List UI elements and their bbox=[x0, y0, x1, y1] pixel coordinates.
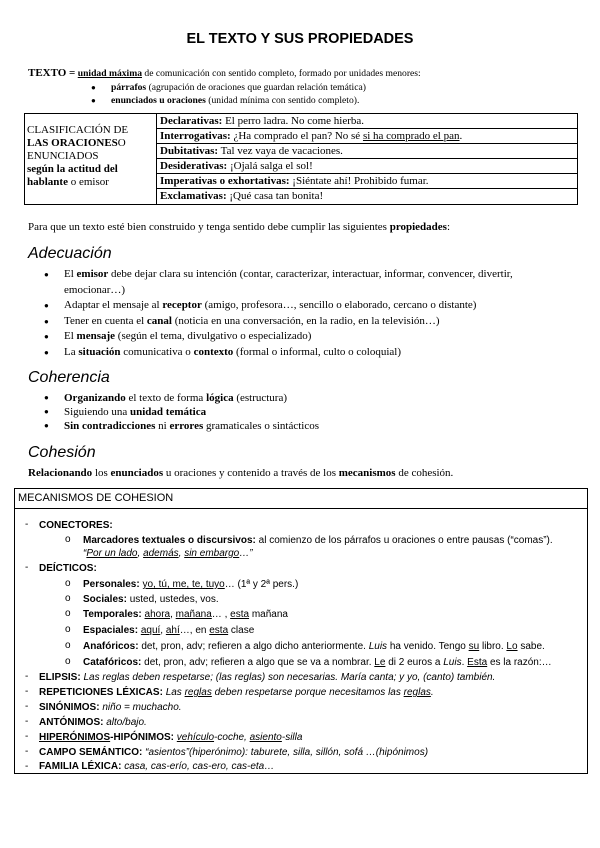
item-bold: errores bbox=[169, 420, 204, 432]
item-text: emocionar…) bbox=[64, 283, 126, 296]
circle-marker: o bbox=[65, 608, 71, 619]
personales-line bbox=[83, 578, 298, 591]
example-underlined: Lo bbox=[506, 641, 518, 652]
item-text: El bbox=[64, 330, 77, 342]
coherencia-heading: Coherencia bbox=[28, 369, 110, 386]
familia-line bbox=[39, 760, 274, 773]
list-item bbox=[44, 345, 513, 361]
table-row bbox=[157, 129, 577, 144]
antonimos-text: alto/bajo. bbox=[106, 717, 147, 728]
marcadores-line bbox=[83, 534, 553, 547]
list-item bbox=[44, 391, 319, 405]
item-text: (amigo, profesora…, sencillo o elaborado, cercano o distante) bbox=[201, 299, 477, 311]
adecuacion-heading: Adecuación bbox=[28, 245, 112, 262]
texto-definition-rest: de comunicación con sentido completo, formado por unidades menores: bbox=[144, 68, 421, 79]
example-underlined: reglas bbox=[403, 687, 431, 698]
item-bold: Sin contradicciones bbox=[64, 420, 156, 432]
cataforicos-example: Luis bbox=[443, 657, 462, 668]
espaciales-tail: clase bbox=[228, 625, 255, 636]
list-item bbox=[91, 81, 366, 94]
elipsis-line bbox=[39, 671, 495, 684]
item-bold: canal bbox=[146, 314, 172, 327]
anaforicos-text: ha venido. Tengo bbox=[387, 641, 469, 652]
example-underlined: además bbox=[143, 548, 179, 559]
bullet-bold: párrafos bbox=[111, 82, 147, 93]
item-text: Adaptar el mensaje al bbox=[64, 299, 163, 311]
temporales-mid: … , bbox=[211, 609, 231, 620]
dash-marker: - bbox=[25, 701, 29, 712]
campo-text: “asientos”(hiperónimo): taburete, silla, sillón, sofá …(hipónimos) bbox=[145, 747, 429, 758]
item-bold: Organizando bbox=[64, 392, 126, 404]
elipsis-text: Las reglas deben respetarse; (las reglas) son necesarias. María canta; y yo, (canto) también. bbox=[83, 672, 496, 683]
circle-marker: o bbox=[65, 656, 71, 667]
example-underlined: Esta bbox=[467, 657, 488, 668]
cohesion-bold: Relacionando bbox=[28, 467, 93, 479]
row-example: Tal vez vaya de vacaciones. bbox=[220, 145, 343, 157]
dash-marker: - bbox=[25, 671, 29, 682]
classification-text: O bbox=[117, 137, 126, 149]
campo-label: CAMPO SEMÁNTICO: bbox=[39, 747, 143, 758]
circle-marker: o bbox=[65, 640, 71, 651]
cohesion-text: u oraciones y contenido a través de los bbox=[163, 467, 339, 479]
classification-table bbox=[24, 113, 578, 205]
list-item bbox=[44, 405, 319, 419]
familia-label: FAMILIA LÉXICA: bbox=[39, 761, 122, 772]
espaciales-label: Espaciales: bbox=[83, 625, 139, 636]
bullet-text: (unidad mínima con sentido completo). bbox=[208, 95, 360, 106]
cataforicos-text: es la razón:… bbox=[487, 657, 552, 668]
temporales-line: Temporales: ahora, mañana… , esta mañana bbox=[83, 609, 288, 620]
classification-label-cell bbox=[25, 114, 157, 204]
item-text: (según el tema, divulgativo o especializado) bbox=[115, 330, 312, 342]
anaforicos-text: libro. bbox=[479, 641, 507, 652]
row-label: Exclamativas: bbox=[160, 190, 227, 202]
row-example: ¡Qué casa tan bonita! bbox=[229, 190, 324, 202]
dash-marker: - bbox=[25, 562, 29, 573]
marcadores-examples: “Por un lado, además, sin embargo…” bbox=[83, 548, 253, 559]
row-label: Desiderativas: bbox=[160, 160, 228, 172]
item-bold: situación bbox=[78, 345, 121, 358]
temporales-label: Temporales: bbox=[83, 609, 142, 620]
table-row bbox=[157, 174, 577, 189]
anaforicos-label: Anafóricos: bbox=[83, 641, 139, 652]
sinonimos-line bbox=[39, 701, 182, 714]
cohesion-line bbox=[28, 467, 453, 480]
conectores-label: CONECTORES: bbox=[39, 520, 113, 531]
repeticiones-text: deben respetarse porque necesitamos las bbox=[211, 687, 404, 698]
personales-label: Personales: bbox=[83, 579, 140, 590]
cohesion-text: los bbox=[92, 467, 111, 479]
list-item bbox=[44, 329, 513, 345]
sociales-label: Sociales: bbox=[83, 594, 127, 605]
classification-bold: LAS ORACIONES bbox=[27, 137, 118, 149]
cataforicos-text: . bbox=[461, 657, 468, 668]
item-text: ni bbox=[155, 420, 170, 432]
marcadores-label: Marcadores textuales o discursivos: bbox=[83, 535, 256, 546]
circle-marker: o bbox=[65, 578, 71, 589]
hiperonimos-text: -silla bbox=[281, 732, 303, 743]
marcadores-text: al comienzo de los párrafos u oraciones o entre pausas (“comas”). bbox=[258, 535, 553, 546]
quote: “ bbox=[83, 548, 87, 559]
cataforicos-text: di 2 euros a bbox=[385, 657, 444, 668]
item-text: gramaticales o sintácticos bbox=[203, 420, 319, 432]
texto-units-list bbox=[91, 81, 366, 107]
repeticiones-label: REPETICIONES LÉXICAS: bbox=[39, 687, 163, 698]
cohesion-bold: mecanismos bbox=[338, 467, 396, 479]
row-example: ¡Siéntate ahí! Prohibido fumar. bbox=[292, 175, 429, 187]
row-label: Declarativas: bbox=[160, 115, 223, 127]
anaforicos-text: sabe. bbox=[517, 641, 545, 652]
repeticiones-text: . bbox=[430, 687, 434, 698]
quote: …” bbox=[239, 548, 253, 559]
table-row bbox=[157, 114, 577, 129]
espaciales-line: Espaciales: aquí, ahí…, en esta clase bbox=[83, 625, 255, 636]
unidad-maxima: unidad máxima bbox=[77, 68, 142, 79]
row-label: Imperativas o exhortativas: bbox=[160, 175, 290, 187]
bullet-bold: enunciados u oraciones bbox=[111, 95, 206, 106]
propiedades-intro bbox=[28, 221, 450, 234]
anaforicos-example: Luis bbox=[368, 641, 388, 652]
row-example: ¡Ojalá salga el sol! bbox=[229, 160, 313, 172]
table-row bbox=[157, 144, 577, 159]
familia-text: casa, cas-erío, cas-ero, cas-eta… bbox=[124, 761, 275, 772]
personales-tail: … (1ª y 2ª pers.) bbox=[224, 579, 299, 590]
example-underlined: vehículo bbox=[176, 732, 215, 743]
item-text: comunicativa o bbox=[120, 345, 194, 358]
anaforicos-line bbox=[83, 640, 545, 653]
page-title: EL TEXTO Y SUS PROPIEDADES bbox=[186, 31, 414, 47]
cataforicos-label: Catafóricos: bbox=[83, 657, 142, 668]
item-text: el texto de forma bbox=[125, 392, 207, 404]
coherencia-list bbox=[44, 391, 319, 433]
sociales-line bbox=[83, 593, 219, 606]
deicticos-label: DEÍCTICOS: bbox=[39, 563, 97, 574]
example-underlined: mañana bbox=[175, 609, 212, 620]
cohesion-bold: enunciados bbox=[110, 467, 164, 479]
example-underlined: esta bbox=[230, 609, 250, 620]
sinonimos-label: SINÓNIMOS: bbox=[39, 702, 100, 713]
cohesion-heading: Cohesión bbox=[28, 444, 96, 461]
example-underlined: ahora bbox=[144, 609, 171, 620]
cohesion-text: de cohesión. bbox=[395, 467, 454, 479]
item-text: debe dejar clara su intención (contar, caracterizar, interactuar, informar, convencer, divertir, bbox=[108, 268, 513, 280]
table-row bbox=[157, 189, 577, 204]
list-item-continuation bbox=[44, 283, 513, 299]
elipsis-label: ELIPSIS: bbox=[39, 672, 81, 683]
example-underlined: asiento bbox=[249, 732, 282, 743]
example-underlined: aquí bbox=[140, 625, 161, 636]
mecanismos-header: MECANISMOS DE COHESION bbox=[15, 489, 587, 509]
example-underlined: Le bbox=[374, 657, 386, 668]
hiperonimos-text: -coche, bbox=[214, 732, 250, 743]
dash-marker: - bbox=[25, 519, 29, 530]
example-underlined: su bbox=[468, 641, 480, 652]
antonimos-label: ANTÓNIMOS: bbox=[39, 717, 104, 728]
item-text: (formal o informal, culto o coloquial) bbox=[233, 345, 401, 358]
example-underlined: sin embargo bbox=[184, 548, 240, 559]
classification-line bbox=[27, 176, 156, 189]
circle-marker: o bbox=[65, 593, 71, 604]
list-item bbox=[44, 419, 319, 433]
classification-rows bbox=[157, 114, 577, 204]
item-text: Siguiendo una bbox=[64, 406, 130, 418]
sinonimos-text: niño = muchacho. bbox=[102, 702, 182, 713]
dash-marker: - bbox=[25, 746, 29, 757]
row-underlined: si ha comprado el pan bbox=[362, 130, 460, 142]
row-example: ¿Ha comprado el pan? No sé bbox=[233, 130, 363, 142]
repeticiones-text: Las bbox=[165, 687, 185, 698]
dash-marker: - bbox=[25, 716, 29, 727]
propiedades-text: Para que un texto esté bien construido y tenga sentido debe cumplir las siguientes bbox=[28, 221, 390, 233]
item-text: (estructura) bbox=[233, 392, 288, 404]
cataforicos-line bbox=[83, 656, 552, 669]
anaforicos-text: det, pron, adv; refieren a algo dicho anteriormente. bbox=[141, 641, 369, 652]
circle-marker: o bbox=[65, 624, 71, 635]
classification-text: o emisor bbox=[70, 176, 109, 188]
row-label: Dubitativas: bbox=[160, 145, 219, 157]
sociales-text: usted, ustedes, vos. bbox=[129, 594, 219, 605]
item-bold: unidad temática bbox=[130, 406, 207, 418]
list-item bbox=[44, 314, 513, 330]
classification-line: CLASIFICACIÓN DE bbox=[27, 124, 129, 136]
circle-marker: o bbox=[65, 534, 71, 545]
row-example: El perro ladra. No come hierba. bbox=[225, 115, 365, 127]
campo-line bbox=[39, 746, 428, 759]
dash-marker: - bbox=[25, 731, 29, 742]
bullet-text: (agrupación de oraciones que guardan relación temática) bbox=[148, 82, 366, 93]
classification-line: según la actitud del bbox=[27, 163, 118, 175]
classification-line: ENUNCIADOS bbox=[27, 150, 99, 162]
propiedades-bold: propiedades bbox=[389, 221, 447, 233]
item-text: (noticia en una conversación, en la radio, en la televisión…) bbox=[171, 314, 440, 327]
temporales-tail: mañana bbox=[249, 609, 288, 620]
example-underlined: ahí bbox=[165, 625, 180, 636]
item-bold: lógica bbox=[206, 392, 234, 404]
item-bold: contexto bbox=[193, 345, 234, 358]
row-label: Interrogativas: bbox=[160, 130, 231, 142]
item-bold: receptor bbox=[162, 299, 202, 311]
example-underlined: yo, tú, me, te, tuyo bbox=[142, 579, 225, 590]
hiperonimos-line bbox=[39, 731, 302, 744]
example-underlined: Por un lado bbox=[86, 548, 138, 559]
classification-line bbox=[27, 137, 156, 150]
antonimos-line bbox=[39, 716, 147, 729]
list-item bbox=[91, 94, 366, 107]
texto-definition bbox=[28, 67, 421, 80]
hiperonimos-label: HIPERÓNIMOS bbox=[39, 732, 111, 743]
hiponimos-label: -HIPÓNIMOS: bbox=[110, 732, 175, 743]
item-text: La bbox=[64, 345, 79, 358]
espaciales-mid: …, en bbox=[179, 625, 210, 636]
dash-marker: - bbox=[25, 686, 29, 697]
item-text: Tener en cuenta el bbox=[64, 314, 147, 327]
table-row bbox=[157, 159, 577, 174]
item-bold: mensaje bbox=[76, 330, 116, 342]
list-item bbox=[44, 267, 513, 283]
item-text: El bbox=[64, 268, 77, 280]
row-tail: . bbox=[459, 130, 463, 142]
list-item bbox=[44, 298, 513, 314]
example-underlined: reglas bbox=[184, 687, 212, 698]
texto-label: TEXTO = bbox=[28, 67, 76, 79]
adecuacion-list bbox=[44, 267, 513, 360]
example-underlined: esta bbox=[209, 625, 229, 636]
mecanismos-box bbox=[14, 488, 588, 774]
dash-marker: - bbox=[25, 761, 29, 772]
propiedades-tail: : bbox=[446, 221, 451, 233]
classification-bold: hablante bbox=[27, 176, 68, 188]
repeticiones-line bbox=[39, 686, 434, 699]
item-bold: emisor bbox=[76, 268, 109, 280]
cataforicos-text: det, pron, adv; refieren a algo que se va a nombrar. bbox=[144, 657, 375, 668]
